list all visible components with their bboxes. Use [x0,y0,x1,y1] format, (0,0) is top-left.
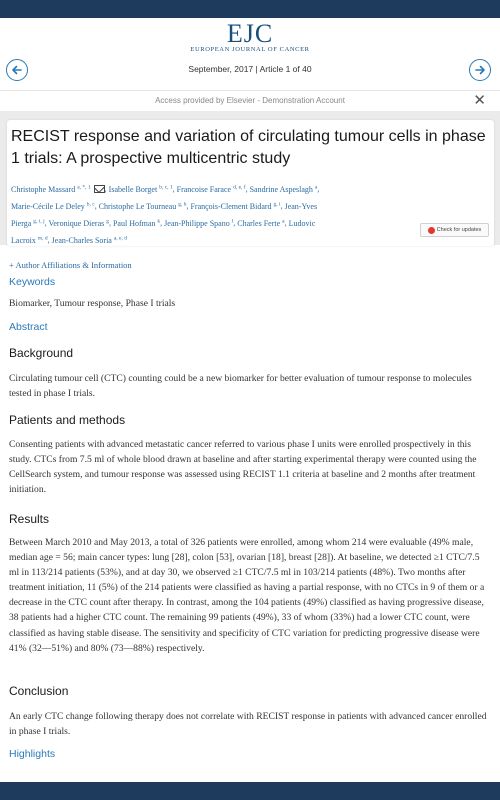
check-for-updates-label: Check for updates [436,227,482,233]
author-link[interactable]: Francoise Farace $^{d, e, f}$ [176,184,246,194]
crossmark-icon [428,227,435,234]
keywords-text: Biomarker, Tumour response, Phase I trials [9,298,176,309]
author-affiliations-link[interactable]: + Author Affiliations & Information [9,260,132,270]
methods-heading: Patients and methods [9,413,126,427]
article-title: RECIST response and variation of circulating tumour cells in phase 1 trials: A prospective multicentric study [11,128,486,167]
bottom-navigation-bar [0,782,500,800]
article-header-card [7,120,494,246]
author-link[interactable]: Jean-Yves Pierga $^{g, i, j}$ [11,201,318,228]
article-navigation [0,58,500,84]
author-link[interactable]: Christophe Massard $^{a, *, 1}$ [11,184,91,194]
access-text: Access provided by Elsevier - Demonstration Account [155,96,345,105]
results-heading: Results [9,512,50,526]
author-link[interactable]: François-Clement Bidard $^{g, i}$ [190,200,281,211]
author-link[interactable]: Paul Hofman $^k$ [112,217,161,228]
close-icon[interactable]: ✕ [473,92,486,109]
author-link[interactable]: Ludovic Lacroix $^{m, d}$ [11,218,316,245]
author-link[interactable]: Christophe Le Tourneau $^{g, h}$ [98,200,187,211]
journal-logo: EJC [226,19,274,48]
background-text: Circulating tumour cell (CTC) counting could be a new biomarker for better evaluation of tumour response to molecules tested in phase I trials. [9,373,472,400]
results-text: Between March 2010 and May 2013, a total of 326 patients were enrolled, among whom 214 were evaluable (49% male, median age = 56; main cancer types: lung [28], colon [53], ovarian [18], breast [28]). At baseline, we detected ≥1 CTC/7.5 ml in 113/214 patients (53%), and at day 30, we observed ≥1 CTC/7.5 ml in 103/214 patients (48%). Two months after treatment initiation, 11 (5%) of the 214 patients were classified as having a partial response, with no CTCs in 9 of them or a decrease in the CTC count after therapy. In contrast, among the 104 patients (49%) classified as having progressive disease, 38 patients had a higher CTC count. The remaining 99 patients (49%), 33 of whom (33%) had a lower CTC count, were classified as having stable disease. The sensitivity and specificity of CTC variation for predicting progressive disease were 41% (32—51%) and 80% (73—88%) respectively. [9,537,485,654]
next-article-button[interactable] [469,59,491,81]
author-link[interactable]: Sandrine Aspeslagh $^a$ [249,184,318,194]
highlights-heading: Highlights [9,748,56,760]
keywords-heading: Keywords [9,276,56,288]
chevron-right-circle-icon [474,64,486,76]
author-link[interactable]: Jean-Philippe Spano $^l$ [164,217,234,228]
issue-info: September, 2017 | Article 1 of 40 [188,64,312,74]
author-link[interactable]: Charles Ferte $^a$ [237,217,285,228]
conclusion-heading: Conclusion [9,684,69,698]
conclusion-text: An early CTC change following therapy does not correlate with RECIST response in patients with advanced cancer enrolled in phase I trials. [9,711,487,738]
access-banner [0,90,500,111]
author-list: Christophe Massard $^{a, *, 1}$ , Isabelle Borget $^{b, c, 1}$, Francoise Farace $^{d, e, f}$, Sandrine Aspeslagh $^a$, Marie-Cécile Le Deley $^{b, c}$, Christophe Le Tourneau $^{g, h}$, François-Clement Bidard $^{g, i}$, Jean-Yves Pierga $^{g, i, j}$, Veronique Dieras $^g$, Paul Hofman $^k$, Jean-Philippe Spano $^l$, Charles Ferte $^a$, Ludovic Lacroix $^{m, d}$, Jean-Charles Soria $^{a, e, d}$ [11,184,320,245]
journal-subtitle: EUROPEAN JOURNAL OF CANCER [190,46,310,53]
author-link[interactable]: Marie-Cécile Le Deley $^{b, c}$ [11,200,95,211]
abstract-heading: Abstract [9,321,48,333]
email-icon[interactable] [94,185,105,193]
check-for-updates-button[interactable] [420,223,489,237]
author-link[interactable]: Veronique Dieras $^g$ [48,217,109,228]
author-link[interactable]: Isabelle Borget $^{b, c, 1}$ [108,184,173,194]
top-status-bar [0,0,500,18]
author-link[interactable]: Jean-Charles Soria $^{a, e, d}$ [51,234,127,245]
methods-text: Consenting patients with advanced metastatic cancer referred to various phase I units were enrolled prospectively in this study. CTCs from 7.5 ml of whole blood drawn at baseline and after starting experimental therapy were counted using the CellSearch system, and tumour response was assessed using RECIST 1.1 criteria at baseline and 2 months after treatment initiation. [9,439,477,496]
background-heading: Background [9,346,74,360]
journal-brand [0,20,500,53]
